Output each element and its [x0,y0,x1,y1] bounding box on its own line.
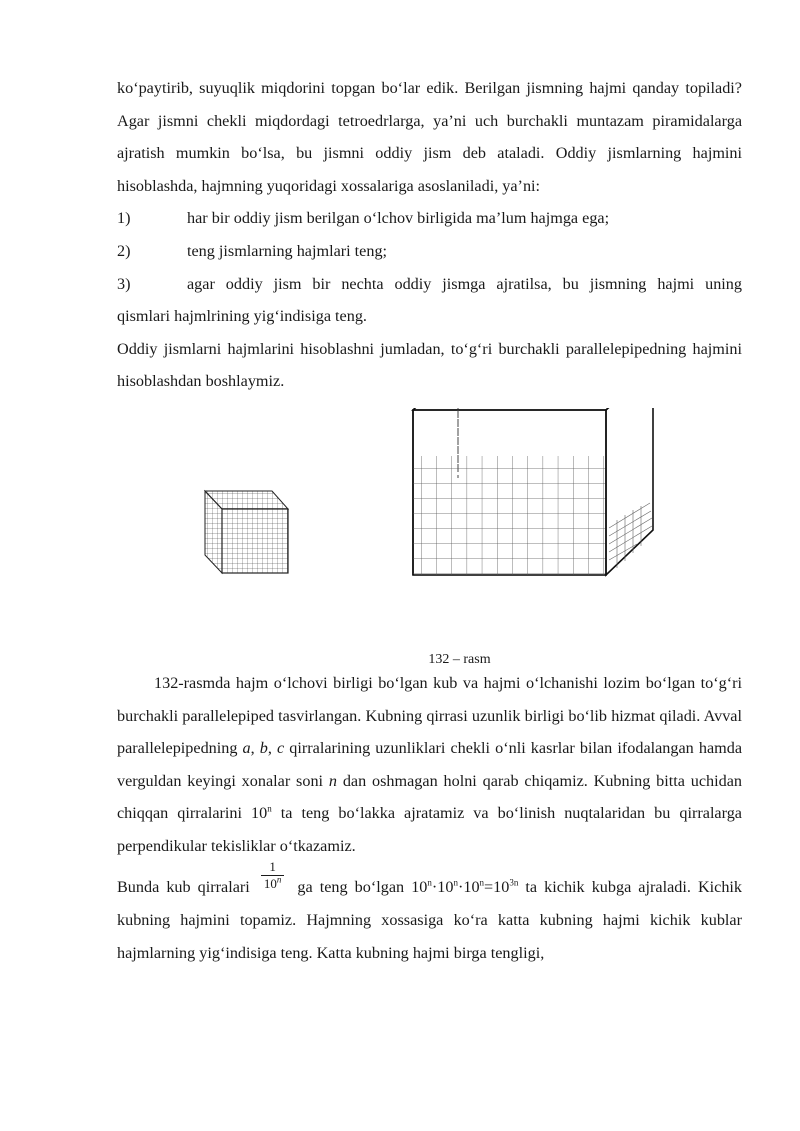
paragraph-intro: ko‘paytirib, suyuqlik miqdorini topgan bo‘lar edik. Berilgan jismning hajmi qanday topiladi? Agar jismni chekli miqdordagi tetroedrlarga, ya’ni uch burchakli muntazam piramidalarga ajratish mumkin bo‘lsa, bu jismni oddiy jism deb ataladi. Oddiy jismlarning hajmini hisoblashda, hajmning yuqoridagi xossalariga asoslaniladi, ya’ni: [117,79,742,195]
list-text: agar oddiy jism bir nechta oddiy jismga ajratilsa, bu jismning hajmi uning [187,274,742,293]
list-text: teng jismlarning hajmlari teng; [187,241,388,260]
unit-cube [205,491,288,573]
figure-illustration [117,408,742,648]
list-number: 3) [117,274,131,293]
parallelepiped [413,408,653,575]
paragraph-bunda: Bunda kub qirralari $\frac{1}{10^n}$ ga teng bo‘lgan $10^n\cdot 10^n\cdot 10^n=10^{3n}$ ta kichik kubga ajraladi. Kichik kubning hajmini topamiz. Hajmning xossasiga ko‘ra katta kubning hajmi kichik kublar hajmlarning yig‘indisiga teng. Katta kubning hajmi birga tengligi, [117,859,743,962]
list-number: 1) [117,209,131,228]
paragraph-132: 132-rasmda hajm o‘lchovi birligi bo‘lgan kub va hajmi o‘lchanishi lozim bo‘lgan to‘g‘ri burchakli parallelepiped tasvirlangan. Kubning qirrasi uzunlik birligi bo‘lib hizmat qiladi. Avval parallelepipedning a, b, c qirralarining uzunliklari chekli o‘nli kasrlar bilan ifodalangan hamda verguldan keyingi xonalar soni n dan oshmagan holni qarab chiqamiz. Kubning bitta uchidan chiqqan qirralarini 10$^n$ ta teng bo‘lakka ajratamiz va bo‘linish nuqtalaridan bu qirralarga perpendikular tekisliklar o‘tkazamiz. [117,673,743,855]
document-page [117,72,742,969]
list-number: 2) [117,241,131,260]
figure-132 [117,408,742,667]
paragraph-oddiy: Oddiy jismlarni hajmlarini hisoblashni jumladan, to‘g‘ri burchakli parallelepipedning hajmini hisoblashdan boshlaymiz. [117,339,742,391]
list-item [117,235,742,268]
list-continuation: qismlari hajmlrining yig‘indisiga teng. [117,307,367,326]
fraction-1-over-10n: $\frac{1}{10^n}$ [261,859,285,892]
list-item [117,268,742,301]
figure-caption: 132 – rasm [428,651,491,667]
list-text: har bir oddiy jism berilgan o‘lchov birligida ma’lum hajmga ega; [187,209,610,228]
list-item [117,202,742,235]
